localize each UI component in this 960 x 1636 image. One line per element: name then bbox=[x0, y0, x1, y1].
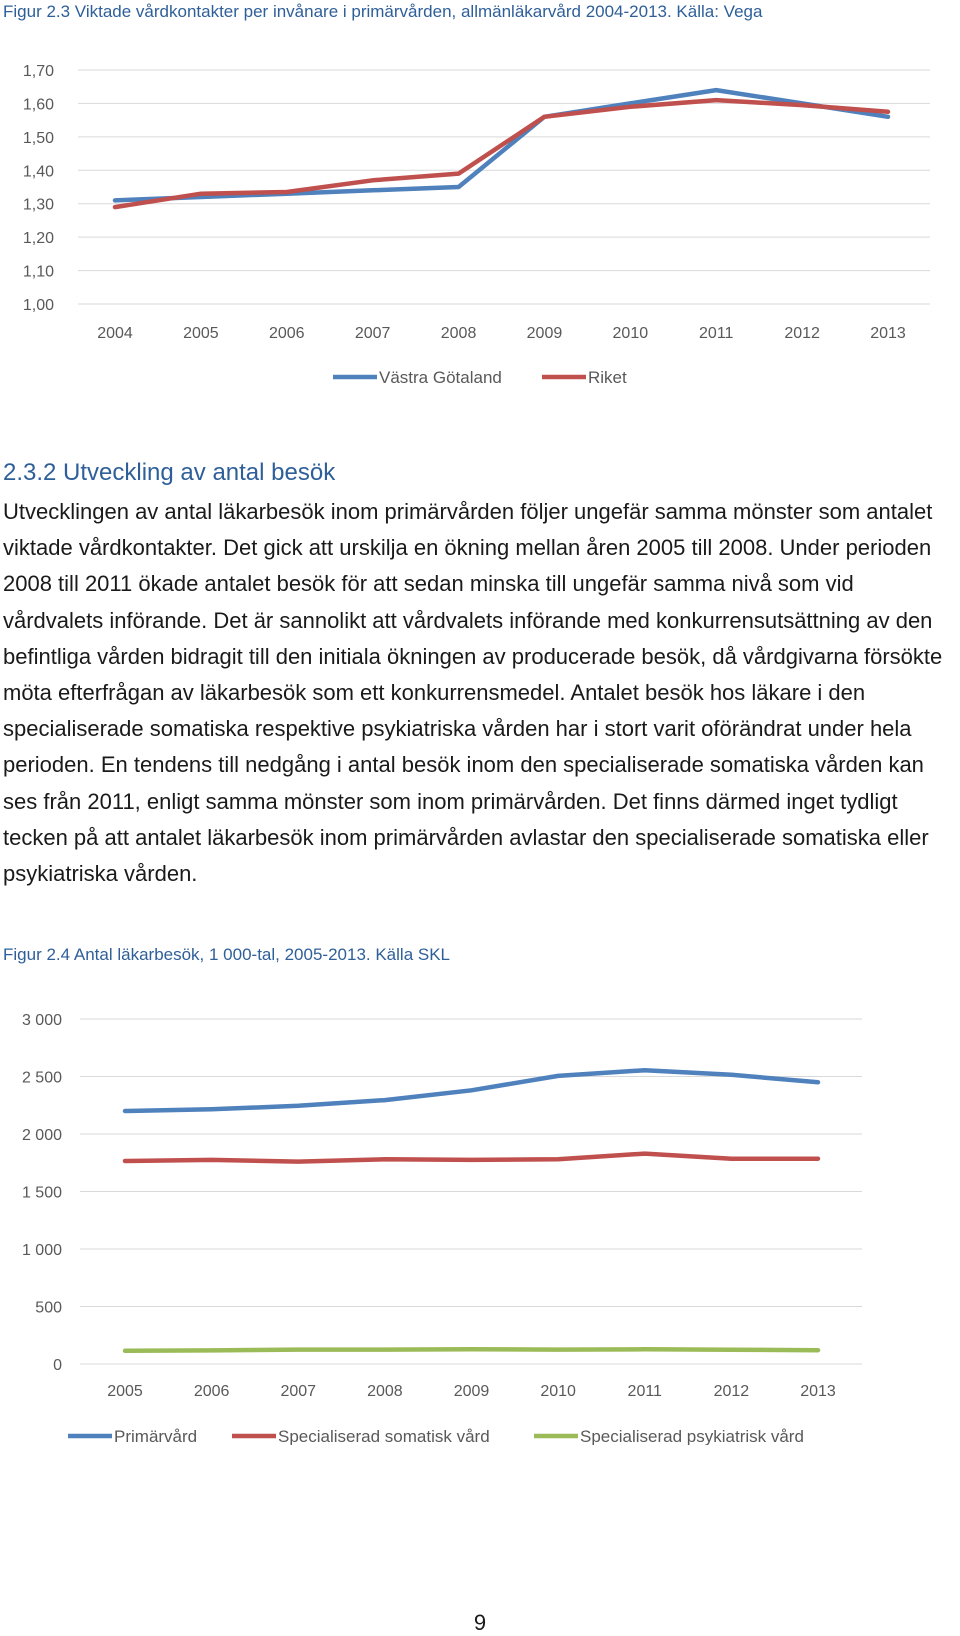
page-number: 9 bbox=[0, 1610, 960, 1636]
x-tick-label: 2005 bbox=[183, 325, 219, 342]
x-tick-label: 2006 bbox=[194, 1383, 230, 1400]
y-tick-label: 1,50 bbox=[23, 130, 54, 147]
y-tick-label: 2 000 bbox=[22, 1127, 62, 1144]
legend-label: Riket bbox=[588, 368, 627, 387]
y-tick-label: 2 500 bbox=[22, 1070, 62, 1087]
y-tick-label: 1 500 bbox=[22, 1185, 62, 1202]
x-tick-label: 2009 bbox=[454, 1383, 490, 1400]
section-heading: 2.3.2 Utveckling av antal besök bbox=[3, 459, 335, 487]
x-tick-label: 2010 bbox=[613, 325, 649, 342]
x-tick-label: 2007 bbox=[280, 1383, 316, 1400]
y-tick-label: 1,70 bbox=[23, 63, 54, 80]
y-tick-label: 1,10 bbox=[23, 264, 54, 281]
x-tick-label: 2012 bbox=[784, 325, 820, 342]
x-tick-label: 2013 bbox=[800, 1383, 836, 1400]
x-tick-label: 2008 bbox=[441, 325, 477, 342]
chart-figure-2-3 bbox=[0, 40, 960, 400]
x-tick-label: 2011 bbox=[699, 325, 734, 342]
legend-label: Primärvård bbox=[114, 1427, 197, 1445]
y-tick-label: 1,40 bbox=[23, 163, 54, 180]
x-tick-label: 2012 bbox=[714, 1383, 750, 1400]
y-tick-label: 3 000 bbox=[22, 1012, 62, 1029]
series-line-specialiserad-somatisk-vård bbox=[125, 1154, 818, 1162]
y-tick-label: 1 000 bbox=[22, 1242, 62, 1259]
chart-figure-2-4 bbox=[0, 985, 960, 1445]
x-tick-label: 2006 bbox=[269, 325, 305, 342]
y-tick-label: 1,00 bbox=[23, 297, 54, 314]
x-tick-label: 2004 bbox=[97, 325, 133, 342]
legend-label: Specialiserad psykiatrisk vård bbox=[580, 1427, 804, 1445]
x-tick-label: 2009 bbox=[527, 325, 563, 342]
y-tick-label: 1,20 bbox=[23, 230, 54, 247]
x-tick-label: 2005 bbox=[107, 1383, 143, 1400]
figure-2-3-caption: Figur 2.3 Viktade vårdkontakter per invånare i primärvården, allmänläkarvård 2004-2013. Källa: Vega bbox=[3, 2, 762, 22]
x-tick-label: 2010 bbox=[540, 1383, 576, 1400]
legend-label: Västra Götaland bbox=[379, 368, 502, 387]
y-tick-label: 1,60 bbox=[23, 96, 54, 113]
y-tick-label: 1,30 bbox=[23, 197, 54, 214]
x-tick-label: 2013 bbox=[870, 325, 906, 342]
y-tick-label: 500 bbox=[35, 1300, 62, 1317]
figure-2-4-caption: Figur 2.4 Antal läkarbesök, 1 000-tal, 2005-2013. Källa SKL bbox=[3, 945, 450, 965]
x-tick-label: 2007 bbox=[355, 325, 391, 342]
section-paragraph: Utvecklingen av antal läkarbesök inom primärvården följer ungefär samma mönster som antalet viktade vårdkontakter. Det gick att urskilja en ökning mellan åren 2005 till 2008. Under perioden 2008 till 2011 ökade antalet besök för att sedan minska till ungefär samma nivå som vid vårdvalets införande. Det är sannolikt att vårdvalets införande med konkurrensutsättning av den befintliga vården bidragit till den initiala ökningen av producerade besök, då vårdgivarna försökte möta efterfrågan av läkarbesök som ett konkurrensmedel. Antalet besök hos läkare i den specialiserade somatiska respektive psykiatriska vården har i stort varit oförändrat under hela perioden. En tendens till nedgång i antal besök inom den specialiserade somatiska vården kan ses från 2011, enligt samma mönster som inom primärvården. Det finns därmed inget tydligt tecken på att antalet läkarbesök inom primärvården avlastar den specialiserade somatiska eller psykiatriska vården. bbox=[3, 494, 958, 892]
legend-label: Specialiserad somatisk vård bbox=[278, 1427, 490, 1445]
series-line-specialiserad-psykiatrisk-vård bbox=[125, 1349, 818, 1351]
x-tick-label: 2011 bbox=[628, 1383, 663, 1400]
y-tick-label: 0 bbox=[53, 1357, 62, 1374]
x-tick-label: 2008 bbox=[367, 1383, 403, 1400]
